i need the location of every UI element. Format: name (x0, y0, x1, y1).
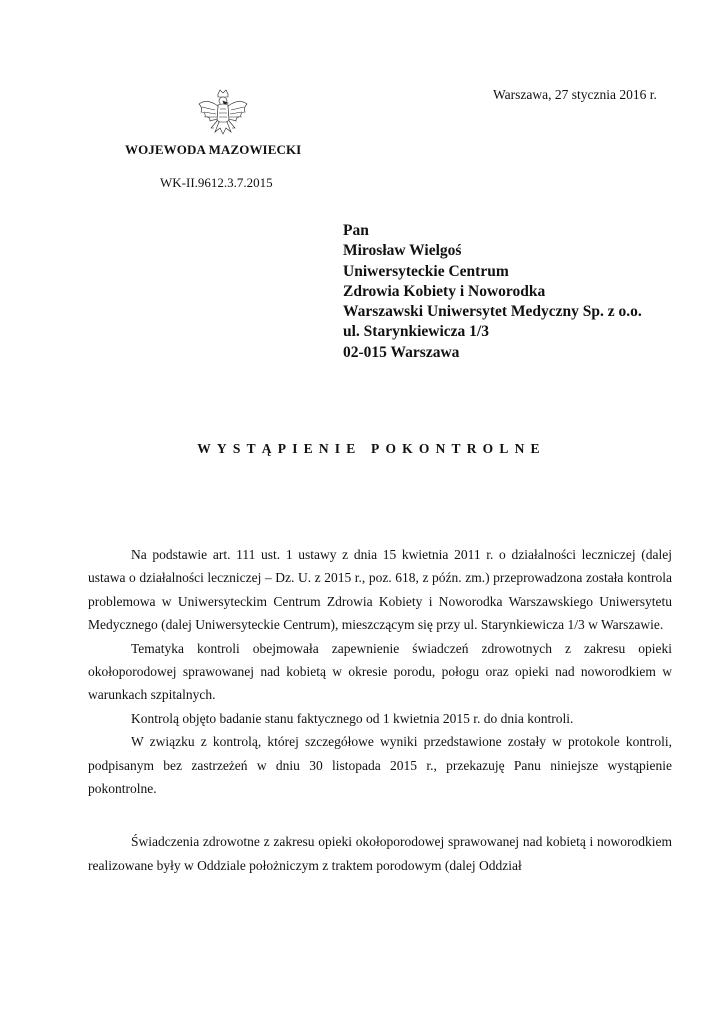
recipient-line: Pan (343, 222, 369, 239)
polish-eagle-emblem-icon (197, 88, 249, 144)
letter-date: Warszawa, 27 stycznia 2016 r. (493, 87, 657, 102)
recipient-line: 02-015 Warszawa (343, 343, 460, 361)
recipient-line: Mirosław Wielgoś (343, 242, 462, 260)
body-paragraph: W związku z kontrolą, której szczegółowe wyniki przedstawione zostały w protokole kontroli, podpisanym bez zastrzeżeń w dniu 30 listopada 2015 r., przekazuję Panu niniejsze wystąpienie pokontrolne. (88, 734, 672, 797)
body-paragraph: Tematyka kontroli obejmowała zapewnienie świadczeń zdrowotnych z zakresu opieki okołoporodowej sprawowanej nad kobietą w okresie porodu, połogu oraz opieki nad noworodkiem w warunkach szpitalnych. (88, 640, 672, 703)
recipient-line: Uniwersyteckie Centrum (343, 262, 509, 280)
body-paragraph: Świadczenia zdrowotne z zakresu opieki okołoporodowej sprawowanej nad kobietą i noworodkiem realizowane były w Oddziale położniczym z traktem porodowym (dalej Oddział (88, 834, 672, 873)
document-heading: WYSTĄPIENIE POKONTROLNE (197, 441, 546, 456)
recipient-address (343, 221, 642, 363)
reference-number: WK-II.9612.3.7.2015 (160, 175, 273, 190)
recipient-line: ul. Starynkiewicza 1/3 (343, 323, 489, 341)
body-paragraph: Kontrolą objęto badanie stanu faktycznego od 1 kwietnia 2015 r. do dnia kontroli. (131, 710, 574, 726)
body-paragraph: Na podstawie art. 111 ust. 1 ustawy z dnia 15 kwietnia 2011 r. o działalności leczniczej (dalej ustawa o działalności leczniczej – Dz. U. z 2015 r., poz. 618, z późn. zm.) przeprowadzona została kontrola problemowa w Uniwersyteckim Centrum Zdrowia Kobiety i Noworodka Warszawskiego Uniwersytetu Medycznego (dalej Uniwersyteckie Centrum), mieszczącym się przy ul. Starynkiewicza 1/3 w Warszawie. (88, 547, 672, 633)
authority-name: WOJEWODA MAZOWIECKI (125, 142, 302, 157)
recipient-line: Warszawski Uniwersytet Medyczny Sp. z o.o. (343, 303, 642, 321)
letter-body (88, 543, 672, 877)
recipient-line: Zdrowia Kobiety i Noworodka (343, 282, 546, 300)
